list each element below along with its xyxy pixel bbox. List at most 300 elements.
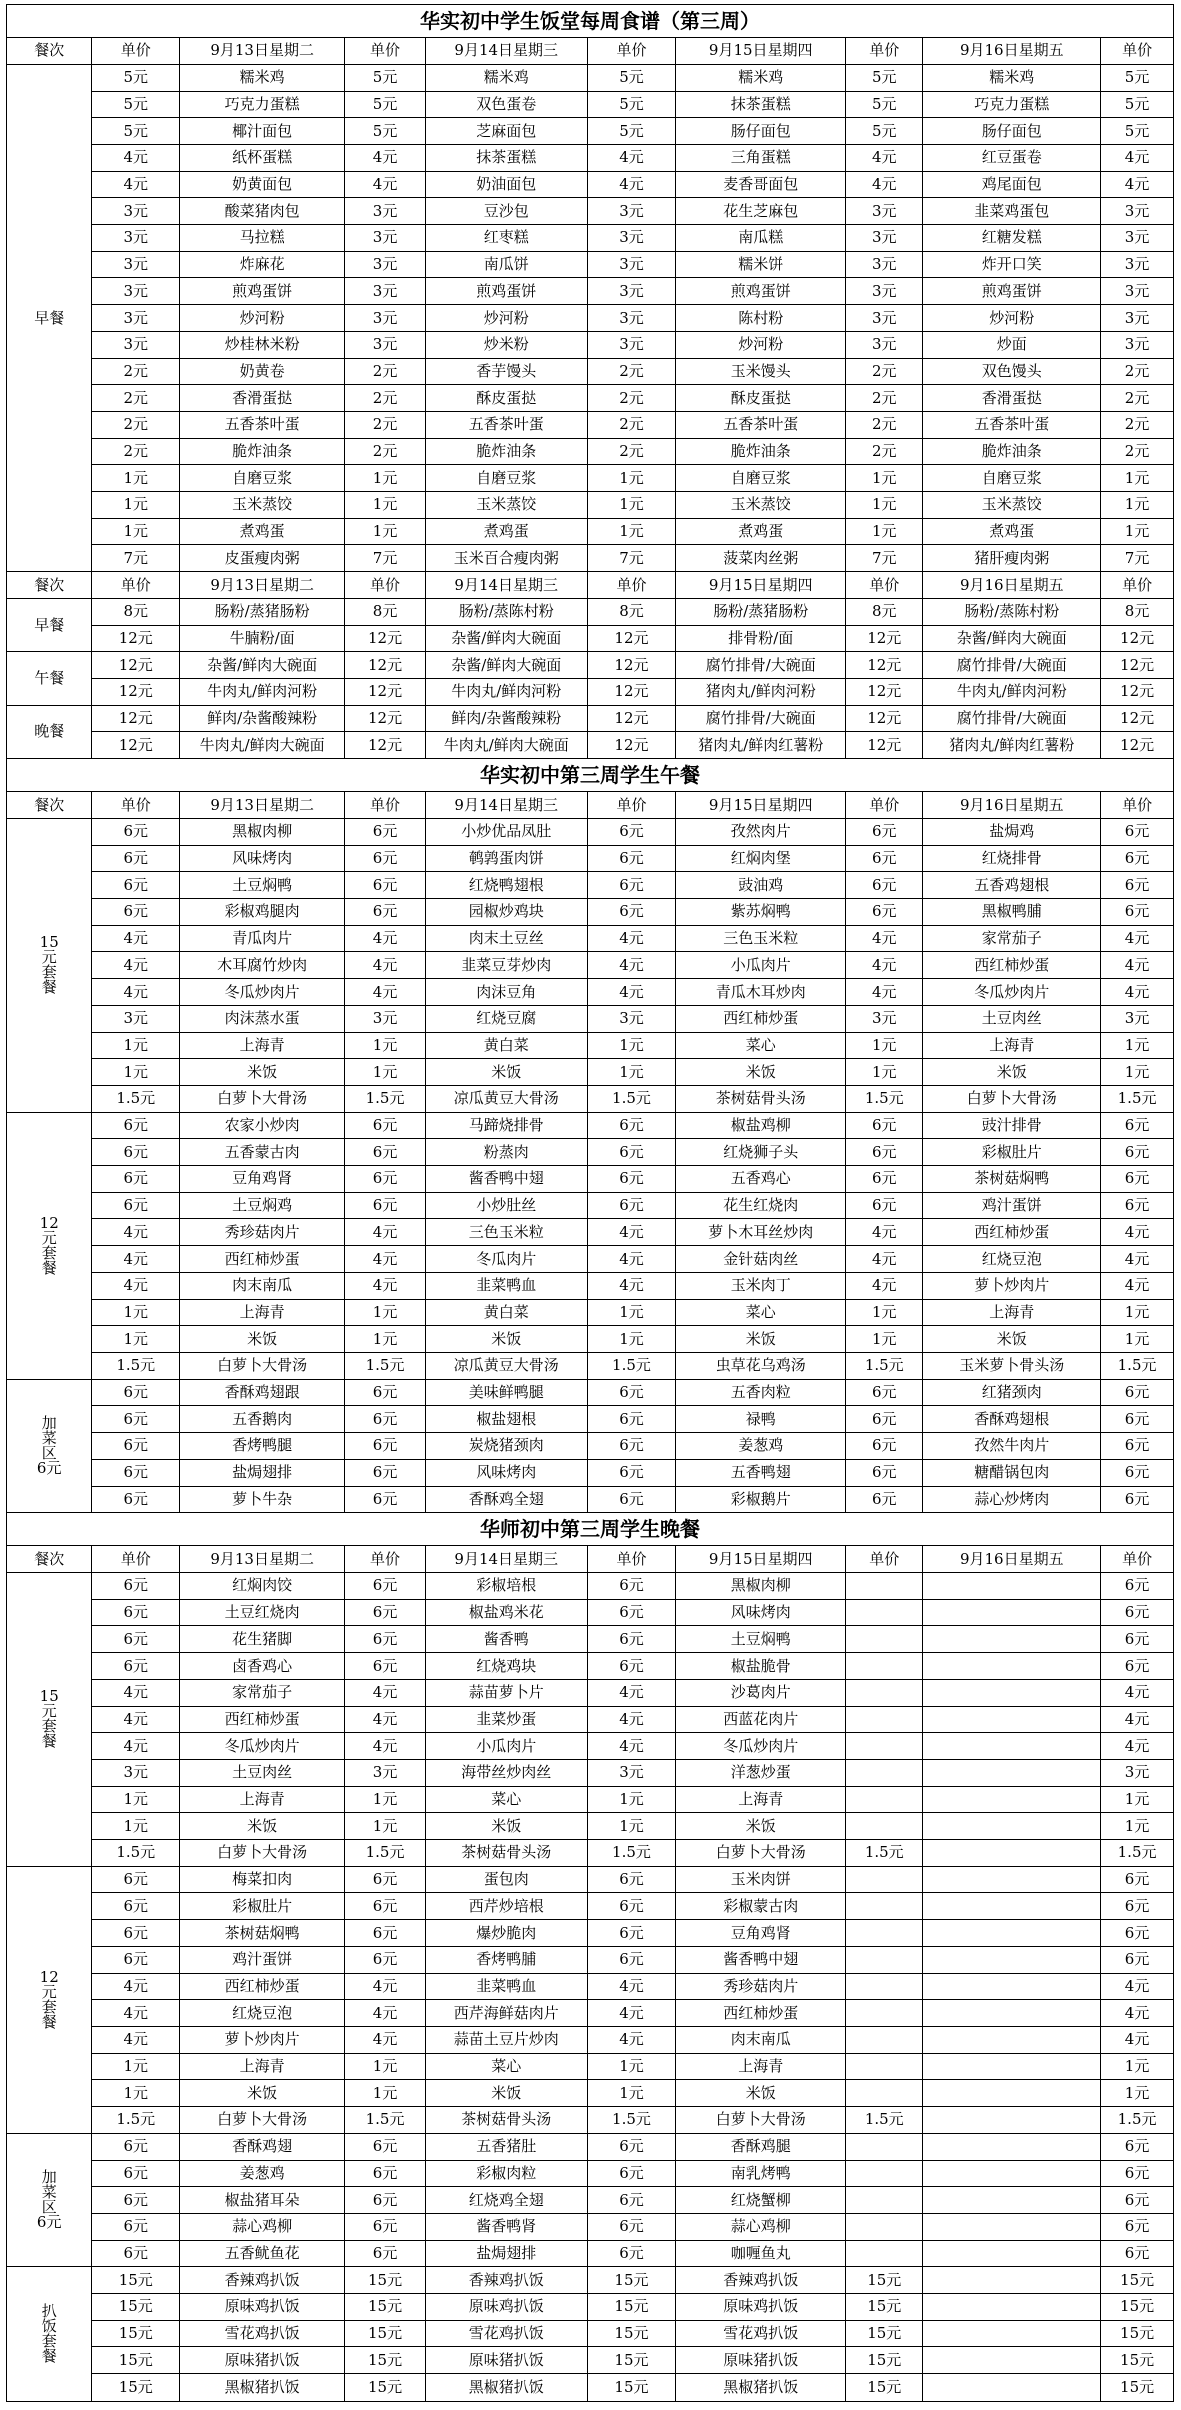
menu-row xyxy=(7,1893,1174,1920)
meal-label-char: 餐 xyxy=(41,2347,57,2366)
price-cell: 1元 xyxy=(92,1813,180,1840)
price-cell: 6元 xyxy=(846,1192,923,1219)
price-cell: 6元 xyxy=(587,1946,676,1973)
menu-row xyxy=(7,171,1174,198)
dish-cell: 炒面 xyxy=(923,331,1101,358)
dish-cell: 皮蛋瘦肉粥 xyxy=(180,545,345,572)
dish-cell xyxy=(923,1759,1101,1786)
dish-cell: 菠菜肉丝粥 xyxy=(676,545,846,572)
price-cell: 6元 xyxy=(345,1433,426,1460)
price-cell: 6元 xyxy=(1101,1653,1174,1680)
price-cell: 4元 xyxy=(92,2000,180,2027)
dish-cell: 雪花鸡扒饭 xyxy=(425,2320,587,2347)
price-cell xyxy=(846,2213,923,2240)
price-cell: 6元 xyxy=(92,2187,180,2214)
dish-cell: 糯米鸡 xyxy=(923,64,1101,91)
dish-cell: 香芋馒头 xyxy=(425,358,587,385)
dish-cell: 米饭 xyxy=(425,1059,587,1086)
dish-cell: 椒盐鸡柳 xyxy=(676,1112,846,1139)
price-cell: 3元 xyxy=(92,278,180,305)
section-title-row xyxy=(7,759,1174,792)
day-header: 9月13日星期二 xyxy=(180,38,345,65)
price-cell: 6元 xyxy=(345,2240,426,2267)
meal-label-char: 套 xyxy=(41,963,57,982)
price-cell: 6元 xyxy=(92,1946,180,1973)
price-cell: 4元 xyxy=(345,952,426,979)
section-title: 华实初中第三周学生午餐 xyxy=(7,759,1174,792)
dish-cell: 菜心 xyxy=(425,2053,587,2080)
dish-cell: 红猪颈肉 xyxy=(923,1379,1101,1406)
price-cell: 6元 xyxy=(345,1406,426,1433)
dish-cell xyxy=(923,1893,1101,1920)
dish-cell: 肠粉/蒸猪肠粉 xyxy=(676,598,846,625)
price-cell: 1元 xyxy=(846,518,923,545)
price-cell: 6元 xyxy=(92,1573,180,1600)
price-cell: 6元 xyxy=(587,1166,676,1193)
menu-row xyxy=(7,2187,1174,2214)
price-cell: 4元 xyxy=(1101,1272,1174,1299)
price-cell: 1元 xyxy=(1101,1813,1174,1840)
menu-row xyxy=(7,225,1174,252)
dish-cell: 小炒优品凤肚 xyxy=(425,818,587,845)
price-cell: 6元 xyxy=(587,2187,676,2214)
menu-row xyxy=(7,1759,1174,1786)
day-header: 9月16日星期五 xyxy=(923,792,1101,819)
dish-cell: 米饭 xyxy=(676,1326,846,1353)
price-cell: 5元 xyxy=(92,64,180,91)
dish-cell: 园椒炒鸡块 xyxy=(425,899,587,926)
price-cell: 6元 xyxy=(1101,1573,1174,1600)
menu-row xyxy=(7,2294,1174,2321)
dish-cell: 原味鸡扒饭 xyxy=(676,2294,846,2321)
dish-cell: 玉米萝卜骨头汤 xyxy=(923,1353,1101,1380)
price-cell: 1元 xyxy=(587,1059,676,1086)
dish-cell: 脆炸油条 xyxy=(425,438,587,465)
price-cell: 1元 xyxy=(92,1059,180,1086)
price-cell: 3元 xyxy=(846,225,923,252)
price-cell: 12元 xyxy=(587,679,676,706)
price-cell: 4元 xyxy=(345,144,426,171)
dish-cell: 五香鸡翅根 xyxy=(923,872,1101,899)
price-cell: 6元 xyxy=(345,1866,426,1893)
price-cell: 6元 xyxy=(92,1459,180,1486)
price-cell: 1元 xyxy=(846,492,923,519)
meal-label xyxy=(7,818,92,1112)
price-cell: 6元 xyxy=(345,2160,426,2187)
dish-cell: 土豆肉丝 xyxy=(180,1759,345,1786)
price-cell: 3元 xyxy=(846,305,923,332)
dish-cell: 玉米蒸饺 xyxy=(923,492,1101,519)
price-cell: 6元 xyxy=(345,1379,426,1406)
menu-row xyxy=(7,818,1174,845)
price-cell: 6元 xyxy=(92,1486,180,1513)
price-cell: 8元 xyxy=(1101,598,1174,625)
price-header: 单价 xyxy=(846,572,923,599)
price-cell: 6元 xyxy=(587,1486,676,1513)
price-cell: 4元 xyxy=(846,952,923,979)
price-cell xyxy=(846,2160,923,2187)
menu-row xyxy=(7,1813,1174,1840)
dish-cell: 红烧鸡全翅 xyxy=(425,2187,587,2214)
price-cell: 7元 xyxy=(345,545,426,572)
price-cell: 5元 xyxy=(92,91,180,118)
price-cell: 2元 xyxy=(345,411,426,438)
dish-cell: 花生猪脚 xyxy=(180,1626,345,1653)
price-cell: 1元 xyxy=(92,1032,180,1059)
price-cell: 6元 xyxy=(345,1573,426,1600)
price-cell: 1元 xyxy=(1101,492,1174,519)
price-cell: 1元 xyxy=(92,1299,180,1326)
price-cell: 6元 xyxy=(92,845,180,872)
price-cell: 2元 xyxy=(587,411,676,438)
menu-row xyxy=(7,1459,1174,1486)
dish-cell: 蒜心炒烤肉 xyxy=(923,1486,1101,1513)
dish-cell: 冬瓜炒肉片 xyxy=(676,1733,846,1760)
menu-row xyxy=(7,1166,1174,1193)
menu-row xyxy=(7,1246,1174,1273)
dish-cell xyxy=(923,2133,1101,2160)
price-cell: 4元 xyxy=(1101,171,1174,198)
dish-cell: 青瓜肉片 xyxy=(180,925,345,952)
price-cell: 12元 xyxy=(345,679,426,706)
dish-cell: 上海青 xyxy=(923,1032,1101,1059)
section-title-row xyxy=(7,1513,1174,1546)
dish-cell: 抹茶蛋糕 xyxy=(425,144,587,171)
price-cell: 6元 xyxy=(345,1486,426,1513)
dish-cell: 炭烧猪颈肉 xyxy=(425,1433,587,1460)
price-cell: 1.5元 xyxy=(92,1840,180,1867)
dish-cell: 五香鹅肉 xyxy=(180,1406,345,1433)
dish-cell: 香辣鸡扒饭 xyxy=(676,2267,846,2294)
dish-cell: 彩椒培根 xyxy=(425,1573,587,1600)
dish-cell: 煎鸡蛋饼 xyxy=(180,278,345,305)
price-cell: 6元 xyxy=(345,1920,426,1947)
price-cell: 12元 xyxy=(1101,625,1174,652)
day-header: 9月13日星期二 xyxy=(180,1546,345,1573)
price-cell: 6元 xyxy=(1101,2213,1174,2240)
price-cell: 4元 xyxy=(587,925,676,952)
menu-row xyxy=(7,1599,1174,1626)
price-cell: 6元 xyxy=(92,2133,180,2160)
meal-label-char: 元 xyxy=(41,1702,57,1721)
price-cell: 1元 xyxy=(846,1299,923,1326)
dish-cell: 黄白菜 xyxy=(425,1032,587,1059)
price-header: 单价 xyxy=(846,38,923,65)
dish-cell: 米饭 xyxy=(676,1059,846,1086)
price-cell: 3元 xyxy=(92,251,180,278)
dish-cell: 香烤鸭脯 xyxy=(425,1946,587,1973)
price-cell: 6元 xyxy=(846,818,923,845)
menu-row xyxy=(7,705,1174,732)
price-cell: 6元 xyxy=(92,2240,180,2267)
price-cell: 1元 xyxy=(345,1059,426,1086)
menu-row xyxy=(7,411,1174,438)
price-cell: 4元 xyxy=(587,1733,676,1760)
price-cell: 4元 xyxy=(345,925,426,952)
price-cell xyxy=(846,1759,923,1786)
price-cell: 15元 xyxy=(92,2347,180,2374)
price-cell: 7元 xyxy=(587,545,676,572)
day-header: 9月15日星期四 xyxy=(676,38,846,65)
meal-label-header: 餐次 xyxy=(7,38,92,65)
price-header: 单价 xyxy=(1101,1546,1174,1573)
price-cell: 4元 xyxy=(345,979,426,1006)
dish-cell xyxy=(923,1813,1101,1840)
price-cell: 6元 xyxy=(846,1406,923,1433)
price-header: 单价 xyxy=(92,572,180,599)
dish-cell: 牛肉丸/鲜肉河粉 xyxy=(425,679,587,706)
price-cell: 6元 xyxy=(1101,1893,1174,1920)
dish-cell: 五香鸡心 xyxy=(676,1166,846,1193)
price-cell: 15元 xyxy=(1101,2294,1174,2321)
price-cell: 6元 xyxy=(1101,818,1174,845)
price-cell: 12元 xyxy=(1101,679,1174,706)
dish-cell: 盐焗翅排 xyxy=(180,1459,345,1486)
dish-cell: 米饭 xyxy=(923,1326,1101,1353)
menu-row xyxy=(7,1085,1174,1112)
dish-cell: 酥皮蛋挞 xyxy=(425,385,587,412)
dish-cell: 米饭 xyxy=(425,1326,587,1353)
dish-cell: 黑椒肉柳 xyxy=(676,1573,846,1600)
dish-cell: 孜然肉片 xyxy=(676,818,846,845)
price-cell: 2元 xyxy=(1101,385,1174,412)
price-cell: 腐竹排骨/大碗面 xyxy=(676,705,846,732)
price-cell: 4元 xyxy=(345,1219,426,1246)
dish-cell xyxy=(923,2187,1101,2214)
dish-cell: 蛋包肉 xyxy=(425,1866,587,1893)
price-cell: 4元 xyxy=(92,979,180,1006)
price-cell: 6元 xyxy=(92,1653,180,1680)
price-cell: 6元 xyxy=(92,1379,180,1406)
price-cell: 3元 xyxy=(587,225,676,252)
price-cell: 6元 xyxy=(1101,1433,1174,1460)
price-cell: 6元 xyxy=(846,1486,923,1513)
dish-cell: 自磨豆浆 xyxy=(425,465,587,492)
price-header: 单价 xyxy=(92,1546,180,1573)
dish-cell: 白萝卜大骨汤 xyxy=(676,1840,846,1867)
price-cell: 6元 xyxy=(587,1192,676,1219)
dish-cell: 五香猪肚 xyxy=(425,2133,587,2160)
dish-cell: 茶树菇焖鸭 xyxy=(923,1166,1101,1193)
menu-row xyxy=(7,1706,1174,1733)
dish-cell: 西蓝花肉片 xyxy=(676,1706,846,1733)
dish-cell: 脆炸油条 xyxy=(676,438,846,465)
price-cell xyxy=(846,1679,923,1706)
dish-cell: 红糖发糕 xyxy=(923,225,1101,252)
price-cell: 1.5元 xyxy=(92,2107,180,2134)
price-cell: 6元 xyxy=(345,1893,426,1920)
price-cell: 5元 xyxy=(345,118,426,145)
dish-cell xyxy=(923,2267,1101,2294)
dish-cell: 盐焗翅排 xyxy=(425,2240,587,2267)
price-cell: 3元 xyxy=(587,198,676,225)
price-cell xyxy=(846,1973,923,2000)
dish-cell: 黑椒猪扒饭 xyxy=(676,2374,846,2402)
price-cell: 4元 xyxy=(1101,1706,1174,1733)
price-cell: 5元 xyxy=(846,118,923,145)
price-cell: 4元 xyxy=(1101,1246,1174,1273)
menu-row xyxy=(7,1573,1174,1600)
dish-cell: 自磨豆浆 xyxy=(676,465,846,492)
dish-cell: 西芹海鲜菇肉片 xyxy=(425,2000,587,2027)
price-header: 单价 xyxy=(345,1546,426,1573)
price-cell: 1元 xyxy=(345,1813,426,1840)
dish-cell: 12元 xyxy=(846,732,923,759)
menu-row xyxy=(7,144,1174,171)
dish-cell: 红烧豆腐 xyxy=(425,1005,587,1032)
day-header: 9月15日星期四 xyxy=(676,572,846,599)
price-cell: 1元 xyxy=(345,1786,426,1813)
dish-cell: 香滑蛋挞 xyxy=(923,385,1101,412)
menu-row xyxy=(7,438,1174,465)
dish-cell: 脆炸油条 xyxy=(923,438,1101,465)
dish-cell: 红烧鸭翅根 xyxy=(425,872,587,899)
meal-label-char: 菜 xyxy=(41,2183,57,2202)
price-cell: 1.5元 xyxy=(846,2107,923,2134)
menu-row xyxy=(7,518,1174,545)
menu-row xyxy=(7,1653,1174,1680)
meal-label-char: 区 xyxy=(41,1443,57,1462)
dish-cell: 纸杯蛋糕 xyxy=(180,144,345,171)
menu-row xyxy=(7,1786,1174,1813)
price-cell: 12元 xyxy=(92,625,180,652)
dish-cell: 巧克力蛋糕 xyxy=(180,91,345,118)
price-cell: 5元 xyxy=(587,91,676,118)
price-cell: 6元 xyxy=(345,1192,426,1219)
dish-cell: 脆炸油条 xyxy=(180,438,345,465)
dish-cell: 韭菜豆芽炒肉 xyxy=(425,952,587,979)
dish-cell: 米饭 xyxy=(676,1813,846,1840)
price-cell: 1元 xyxy=(92,2053,180,2080)
menu-row xyxy=(7,1192,1174,1219)
price-cell: 6元 xyxy=(1101,845,1174,872)
dish-cell: 玉米蒸饺 xyxy=(180,492,345,519)
price-cell: 6元 xyxy=(587,899,676,926)
dish-cell: 茶树菇骨头汤 xyxy=(425,1840,587,1867)
dish-cell: 洋葱炒蛋 xyxy=(676,1759,846,1786)
dish-cell: 豉油鸡 xyxy=(676,872,846,899)
menu-row xyxy=(7,2000,1174,2027)
price-cell: 6元 xyxy=(1101,1599,1174,1626)
dish-cell: 米饭 xyxy=(676,2080,846,2107)
price-cell: 15元 xyxy=(587,2267,676,2294)
meal-label-header: 餐次 xyxy=(7,792,92,819)
price-cell: 1.5元 xyxy=(92,1085,180,1112)
price-cell: 1元 xyxy=(587,1032,676,1059)
dish-cell: 秀珍菇肉片 xyxy=(180,1219,345,1246)
dish-cell: 黑椒肉柳 xyxy=(180,818,345,845)
dish-cell: 海带丝炒肉丝 xyxy=(425,1759,587,1786)
dish-cell: 上海青 xyxy=(923,1299,1101,1326)
dish-cell: 蒜苗萝卜片 xyxy=(425,1679,587,1706)
price-cell: 1元 xyxy=(846,1059,923,1086)
dish-cell: 米饭 xyxy=(180,1813,345,1840)
dish-cell xyxy=(923,2347,1101,2374)
weekly-menu-table xyxy=(6,4,1174,2402)
dish-cell: 风味烤肉 xyxy=(676,1599,846,1626)
price-cell: 6元 xyxy=(92,1866,180,1893)
price-cell: 4元 xyxy=(345,2000,426,2027)
dish-cell: 彩椒鸡腿肉 xyxy=(180,899,345,926)
dish-cell xyxy=(923,1786,1101,1813)
dish-cell: 沙葛肉片 xyxy=(676,1679,846,1706)
price-cell: 6元 xyxy=(345,872,426,899)
price-cell: 6元 xyxy=(92,1192,180,1219)
price-cell: 2元 xyxy=(846,385,923,412)
dish-cell xyxy=(923,2160,1101,2187)
price-cell: 3元 xyxy=(345,1759,426,1786)
price-cell: 12元 xyxy=(345,652,426,679)
price-header: 单价 xyxy=(345,792,426,819)
price-cell: 1.5元 xyxy=(345,1353,426,1380)
meal-label-char: 套 xyxy=(41,1717,57,1736)
dish-cell: 糖醋锅包肉 xyxy=(923,1459,1101,1486)
menu-row xyxy=(7,278,1174,305)
dish-cell: 红焖肉饺 xyxy=(180,1573,345,1600)
price-cell xyxy=(846,1626,923,1653)
header-row xyxy=(7,38,1174,65)
price-cell: 6元 xyxy=(1101,1866,1174,1893)
meal-label-char: 餐 xyxy=(41,978,57,997)
price-cell: 7元 xyxy=(92,545,180,572)
price-cell: 1.5元 xyxy=(587,2107,676,2134)
price-cell xyxy=(846,2080,923,2107)
price-cell: 4元 xyxy=(846,144,923,171)
price-cell: 4元 xyxy=(587,2027,676,2054)
price-cell: 1元 xyxy=(587,1326,676,1353)
dish-cell: 秀珍菇肉片 xyxy=(676,1973,846,2000)
price-cell: 6元 xyxy=(587,2133,676,2160)
price-cell: 15元 xyxy=(846,2374,923,2402)
dish-cell: 豆角鸡肾 xyxy=(180,1166,345,1193)
price-cell: 3元 xyxy=(345,251,426,278)
dish-cell: 12元 xyxy=(1101,732,1174,759)
menu-row xyxy=(7,1486,1174,1513)
dish-cell: 三角蛋糕 xyxy=(676,144,846,171)
dish-cell: 家常茄子 xyxy=(923,925,1101,952)
price-cell: 3元 xyxy=(92,1005,180,1032)
dish-cell: 蒜心鸡柳 xyxy=(676,2213,846,2240)
menu-row xyxy=(7,2053,1174,2080)
dish-cell: 南瓜糕 xyxy=(676,225,846,252)
price-cell: 6元 xyxy=(587,1112,676,1139)
dish-cell: 杂酱/鲜肉大碗面 xyxy=(180,652,345,679)
price-cell: 6元 xyxy=(345,899,426,926)
dish-cell: 12元 xyxy=(1101,705,1174,732)
price-cell xyxy=(846,2027,923,2054)
dish-cell: 禄鸭 xyxy=(676,1406,846,1433)
menu-row xyxy=(7,465,1174,492)
dish-cell: 菜心 xyxy=(425,1786,587,1813)
price-cell: 1元 xyxy=(345,2053,426,2080)
price-cell: 4元 xyxy=(92,952,180,979)
meal-label-char: 加 xyxy=(41,1413,57,1432)
price-cell: 12元 xyxy=(587,652,676,679)
price-cell: 12元 xyxy=(92,679,180,706)
dish-cell: 西红柿炒蛋 xyxy=(180,1246,345,1273)
price-cell: 1元 xyxy=(345,1326,426,1353)
menu-row xyxy=(7,598,1174,625)
price-cell: 3元 xyxy=(1101,278,1174,305)
dish-cell: 香辣鸡扒饭 xyxy=(425,2267,587,2294)
price-cell: 6元 xyxy=(587,1866,676,1893)
price-cell: 6元 xyxy=(587,1433,676,1460)
price-cell: 1元 xyxy=(92,518,180,545)
menu-row xyxy=(7,2347,1174,2374)
price-cell: 1元 xyxy=(587,1786,676,1813)
price-cell: 4元 xyxy=(92,144,180,171)
dish-cell: 奶油面包 xyxy=(425,171,587,198)
